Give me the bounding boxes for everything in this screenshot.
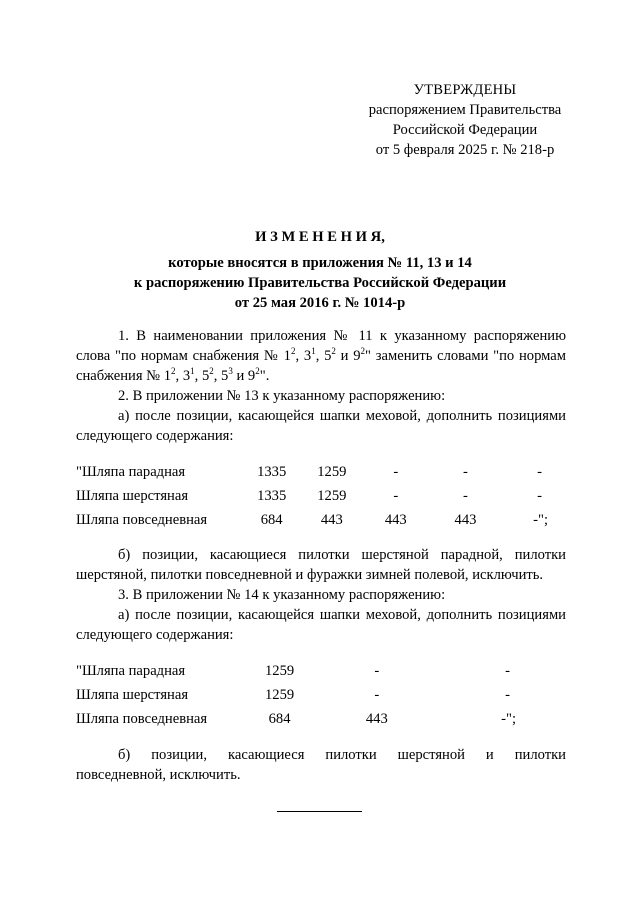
table-row (76, 508, 548, 532)
table-row (76, 659, 516, 683)
item-1-text-j: ". (259, 368, 270, 384)
document-title (60, 227, 580, 313)
item-3-paragraph: 3. В приложении № 14 к указанному распоряжению: (118, 587, 446, 603)
value-cell: - (537, 464, 542, 480)
sup: 2 (331, 346, 336, 357)
item-3a-paragraph: а) после позиции, касающейся шапки меховой, дополнить позициями следующего содержания: (76, 607, 566, 643)
item-1-text-f: , 3 (175, 368, 191, 384)
value-cell: 443 (320, 512, 343, 528)
value-cell: 1335 (257, 464, 287, 480)
table-14 (76, 659, 516, 731)
value-cell: 684 (260, 512, 283, 528)
value-cell: - (505, 663, 510, 679)
table-row (76, 460, 548, 484)
approval-heading: УТВЕРЖДЕНЫ (413, 82, 517, 98)
sup: 2 (290, 346, 296, 357)
sup: 2 (255, 366, 260, 377)
item-3b-paragraph-line-2: повседневной, исключить. (76, 767, 241, 783)
value-cell: - (374, 663, 380, 679)
value-cell: - (537, 488, 542, 504)
title-line-2: к распоряжению Правительства Российской Федерации (133, 275, 507, 291)
item-1-text-d: и 9 (335, 348, 361, 364)
value-cell: 443 (454, 512, 477, 528)
title-line-3: от 25 мая 2016 г. № 1014-р (234, 295, 406, 311)
item-3b-paragraph-line-1: б) позиции, касающиеся пилотки шерстяной и пилотки (118, 747, 566, 763)
sup: 1 (311, 346, 316, 357)
item-1-text-e: " заменить словами "по нормам снабжения № 1 (76, 348, 567, 384)
item-2b-paragraph: б) позиции, касающиеся пилотки шерстяной парадной, пилотки шерстяной, пилотки повседневной и фуражки зимней полевой, исключить. (76, 547, 566, 583)
position-name: Шляпа повседневная (76, 711, 208, 727)
value-cell: 1259 (317, 488, 347, 504)
table-row (76, 683, 516, 707)
value-cell: 443 (384, 512, 407, 528)
title-line-1: которые вносятся в приложения № 11, 13 и 14 (168, 255, 472, 271)
value-cell: - (393, 464, 399, 480)
approval-line-1: распоряжением Правительства (368, 102, 562, 118)
sup: 3 (228, 366, 233, 377)
approval-block (345, 80, 585, 160)
table-13 (76, 460, 548, 532)
value-cell: 1259 (317, 464, 347, 480)
value-cell: -"; (501, 711, 516, 727)
position-name: Шляпа повседневная (76, 512, 208, 528)
position-name: "Шляпа парадная (76, 464, 186, 480)
approval-line-2: Российской Федерации (392, 122, 538, 138)
value-cell: - (374, 687, 380, 703)
value-cell: - (463, 488, 468, 504)
item-1-text-b: , 3 (295, 348, 312, 364)
end-divider (277, 811, 362, 812)
value-cell: 1259 (264, 687, 295, 703)
item-2a-paragraph: а) после позиции, касающейся шапки меховой, дополнить позициями следующего содержания: (76, 408, 566, 444)
position-name: "Шляпа парадная (76, 663, 186, 679)
value-cell: - (393, 488, 399, 504)
sup: 2 (360, 346, 366, 357)
value-cell: 1259 (264, 663, 295, 679)
position-name: Шляпа шерстяная (76, 488, 189, 504)
item-2-paragraph: 2. В приложении № 13 к указанному распоряжению: (118, 388, 446, 404)
sup: 2 (171, 366, 176, 377)
item-1-text-c: , 5 (315, 348, 332, 364)
item-1-text-g: , 5 (194, 368, 210, 384)
table-row (76, 484, 548, 508)
value-cell: 684 (268, 711, 291, 727)
item-1-text-a: 1. В наименовании приложения № 11 к указанному распоряжению слова "по нормам снабжения № 1 (76, 328, 566, 364)
title-main: И З М Е Н Е Н И Я, (255, 229, 385, 245)
item-1-text-h: , 5 (213, 368, 229, 384)
sup: 2 (209, 366, 214, 377)
approval-line-3: от 5 февраля 2025 г. № 218-р (375, 142, 555, 158)
item-1-text-i: и 9 (232, 368, 256, 384)
value-cell: - (505, 687, 510, 703)
item-1-paragraph (76, 326, 566, 386)
value-cell: 443 (365, 711, 388, 727)
document-body (76, 326, 566, 785)
table-row (76, 707, 516, 731)
value-cell: - (463, 464, 468, 480)
position-name: Шляпа шерстяная (76, 687, 189, 703)
value-cell: 1335 (257, 488, 287, 504)
sup: 1 (190, 366, 195, 377)
value-cell: -"; (533, 512, 548, 528)
